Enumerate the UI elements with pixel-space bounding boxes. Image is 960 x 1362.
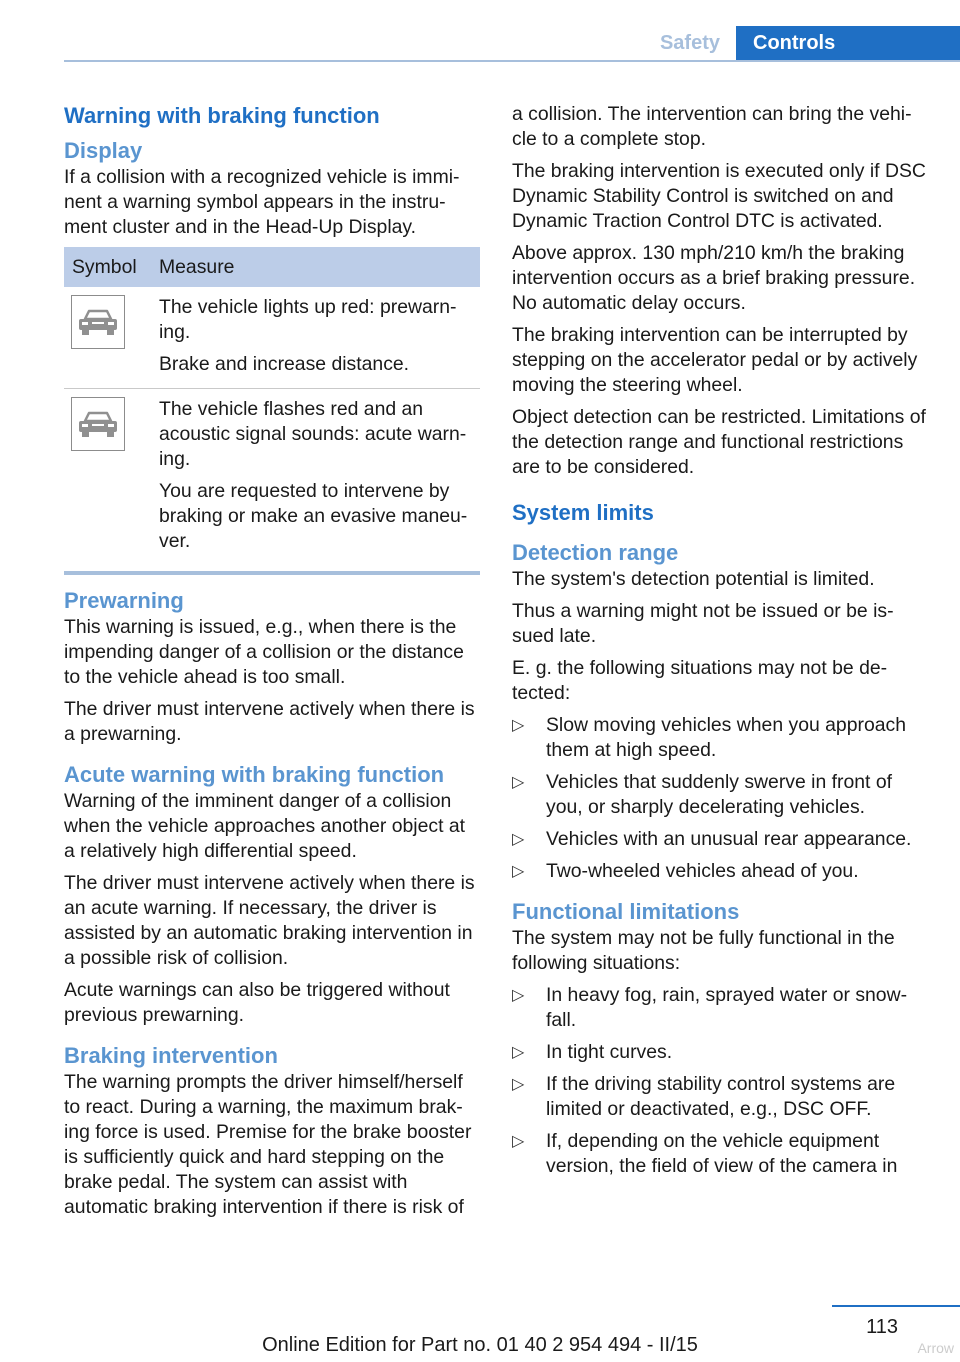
heading-acute-warning: Acute warning with braking function <box>64 762 445 787</box>
header-rule <box>64 60 960 62</box>
col-header-measure: Measure <box>151 247 480 287</box>
list-item <box>512 713 928 763</box>
braking-text-3: Above approx. 130 mph/210 km/h the braking intervention occurs as a brief braking pressure. No automatic delay occurs. <box>512 242 916 314</box>
braking-continued: a collision. The intervention can bring the vehicle to a complete stop. <box>512 103 912 150</box>
functional-text-1: The system may not be fully functional in the following situations: <box>512 927 895 974</box>
list-item-text: Slow moving vehicles when you approach them at high speed. <box>546 714 907 761</box>
braking-text-2: The braking intervention is executed only if DSC Dynamic Stability Control is switched on and Dynamic Traction Control DTC is activated. <box>512 160 926 232</box>
list-item-text: Vehicles that suddenly swerve in front of you, or sharply decelerating vehicles. <box>546 771 892 818</box>
acute-text-3: Acute warnings can also be triggered without previous prewarning. <box>64 979 450 1026</box>
heading-braking-intervention: Braking intervention <box>64 1043 278 1068</box>
list-item <box>512 859 928 884</box>
page-number: 113 <box>866 1316 898 1338</box>
list-item <box>512 1129 928 1179</box>
detection-list <box>512 713 928 884</box>
measure-cell <box>151 389 480 566</box>
list-item-text: In tight curves. <box>546 1041 673 1063</box>
triangle-bullet-icon: ▷ <box>512 774 525 791</box>
measure-text: You are requested to intervene by braking or make an evasive maneuver. <box>159 480 468 552</box>
measure-text: Brake and increase distance. <box>159 353 410 375</box>
list-item <box>512 1040 928 1065</box>
triangle-bullet-icon: ▷ <box>512 1133 525 1150</box>
detection-text-2: Thus a warning might not be issued or be issued late. <box>512 600 894 647</box>
measure-text: The vehicle flashes red and an acoustic signal sounds: acute warning. <box>159 398 467 470</box>
triangle-bullet-icon: ▷ <box>512 831 525 848</box>
list-item-text: Vehicles with an unusual rear appearance. <box>546 828 912 850</box>
braking-text-4: The braking intervention can be interrupted by stepping on the accelerator pedal or by actively moving the steering wheel. <box>512 324 918 396</box>
list-item <box>512 770 928 820</box>
edition-text: Online Edition for Part no. 01 40 2 954 494 - II/15 <box>262 1334 698 1356</box>
triangle-bullet-icon: ▷ <box>512 717 525 734</box>
list-item-text: In heavy fog, rain, sprayed water or snowfall. <box>546 984 908 1031</box>
triangle-bullet-icon: ▷ <box>512 1076 525 1093</box>
symbol-table <box>64 247 480 565</box>
triangle-bullet-icon: ▷ <box>512 987 525 1004</box>
footer-rule <box>832 1305 960 1307</box>
braking-text-1: The warning prompts the driver himself/herself to react. During a warning, the maximum braking force is used. Premise for the brake booster is sufficiently quick and hard stepping on the brake pedal. The system can assist with automatic braking intervention if there is risk of <box>64 1071 472 1218</box>
detection-text-1: The system's detection potential is limited. <box>512 568 875 590</box>
car-warning-icon <box>71 295 125 349</box>
acute-text-2: The driver must intervene actively when there is an acute warning. If necessary, the driver is assisted by an automatic braking intervention in a possible risk of collision. <box>64 872 475 969</box>
header-tab-controls[interactable]: Controls <box>736 26 960 62</box>
measure-cell <box>151 287 480 389</box>
right-column <box>512 102 928 1186</box>
symbol-cell <box>64 389 151 566</box>
list-item-text: If, depending on the vehicle equipment version, the field of view of the camera in <box>546 1130 898 1177</box>
table-row <box>64 287 480 389</box>
col-header-symbol: Symbol <box>64 247 151 287</box>
functional-list <box>512 983 928 1179</box>
triangle-bullet-icon: ▷ <box>512 1044 525 1061</box>
header-tab-safety[interactable]: Safety <box>659 32 720 54</box>
prewarning-text-2: The driver must intervene actively when there is a prewarning. <box>64 698 475 745</box>
list-item-text: Two-wheeled vehicles ahead of you. <box>546 860 859 882</box>
heading-detection-range: Detection range <box>512 540 679 565</box>
section-title-warning-braking: Warning with braking function <box>64 103 380 128</box>
watermark: Arrow <box>917 1340 954 1356</box>
section-title-system-limits: System limits <box>512 500 654 525</box>
triangle-bullet-icon: ▷ <box>512 863 525 880</box>
list-item <box>512 827 928 852</box>
heading-functional-limitations: Functional limitations <box>512 899 740 924</box>
symbol-table-header <box>64 247 480 287</box>
left-column <box>64 102 480 1227</box>
braking-text-5: Object detection can be restricted. Limitations of the detection range and functional restrictions are to be considered. <box>512 406 926 478</box>
heading-prewarning: Prewarning <box>64 588 184 613</box>
display-text: If a collision with a recognized vehicle is imminent a warning symbol appears in the instrument cluster and in the Head-Up Display. <box>64 166 460 238</box>
list-item <box>512 983 928 1033</box>
acute-text-1: Warning of the imminent danger of a collision when the vehicle approaches another object at a relatively high differential speed. <box>64 790 466 862</box>
list-item <box>512 1072 928 1122</box>
list-item-text: If the driving stability control systems are limited or deactivated, e.g., DSC OFF. <box>546 1073 896 1120</box>
prewarning-text-1: This warning is issued, e.g., when there is the impending danger of a collision or the distance to the vehicle ahead is too small. <box>64 616 464 688</box>
detection-text-3: E. g. the following situations may not be detected: <box>512 657 888 704</box>
measure-text: The vehicle lights up red: prewarning. <box>159 296 457 343</box>
table-row <box>64 389 480 566</box>
heading-display: Display <box>64 138 143 163</box>
symbol-cell <box>64 287 151 389</box>
car-warning-icon <box>71 397 125 451</box>
